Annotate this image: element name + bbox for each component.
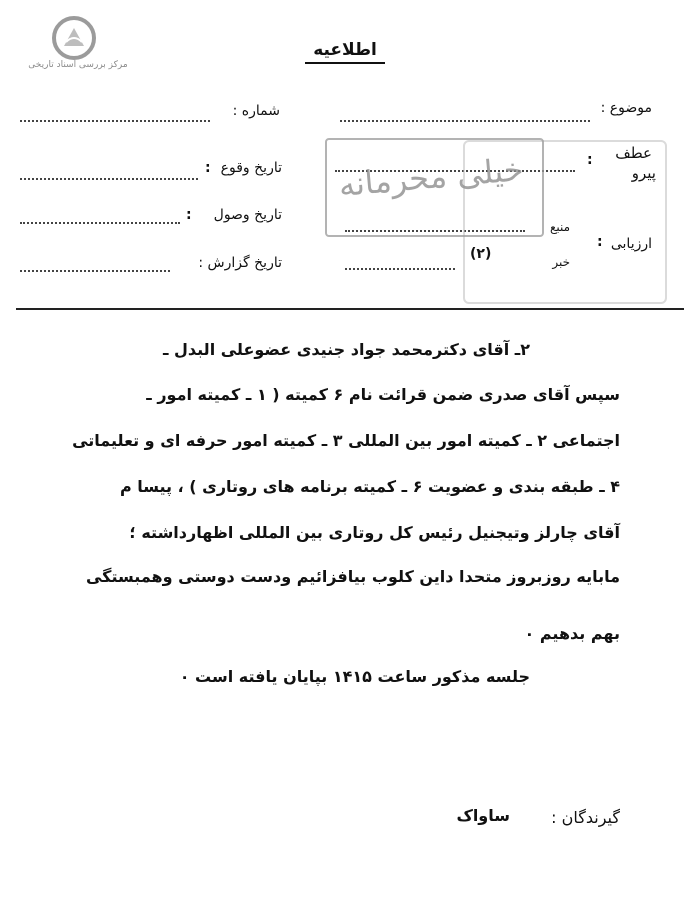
body-line-2: سپس آقای صدری ضمن قرائت نام ۶ کمیته ( ۱ ـ کمیته امور ـ [146, 385, 620, 404]
receipt-date-colon: : [186, 207, 192, 223]
body-line-8: جلسه مذکور ساعت ۱۴۱۵ بپایان یافته است ٠ [179, 667, 530, 686]
document-title: اطلاعیه [305, 40, 385, 64]
body-line-1: ۲ـ آقای دکترمحمد جواد جنیدی عضوعلی البدل ـ [162, 340, 530, 359]
archive-logo-icon [52, 16, 96, 60]
report-date-label: تاریخ گزارش : [198, 255, 282, 271]
header-divider [16, 308, 684, 310]
number-value-line [20, 120, 210, 122]
classification-stamp-text: خیلی محرمانه [337, 150, 525, 205]
news-value-line [345, 268, 455, 270]
subject-value-line [340, 120, 590, 122]
event-date-line [20, 178, 198, 180]
body-line-5: آقای چارلز وتیجنیل رئیس کل روتاری بین المللی اظهارداشته ؛ [129, 523, 620, 542]
reference-colon: : [587, 152, 593, 168]
reference-label: عطف [615, 144, 652, 162]
body-line-4: ۴ ـ طبقه بندی و عضویت ۶ ـ کمیته برنامه های روتاری ) ، پیسا م [119, 477, 620, 496]
body-line-6: مابایه روزبروز متحدا داین کلوب بیافزائیم ودست دوستی وهمبستگی [85, 567, 620, 586]
recipients-label: گیرندگان : [551, 808, 620, 827]
news-value: (۲) [470, 246, 492, 262]
recipients-value: ساواک [456, 806, 510, 825]
body-line-3: اجتماعی ۲ ـ کمیته امور بین المللی ۳ ـ کمیته امور حرفه ای و تعلیماتی [72, 431, 620, 450]
receipt-date-line [20, 222, 180, 224]
evaluation-colon: : [597, 234, 603, 250]
number-label: شماره : [232, 103, 280, 119]
news-label: خبر [552, 255, 570, 269]
body-line-7: بهم بدهیم ٠ [524, 624, 620, 643]
subject-label: موضوع : [600, 100, 652, 116]
report-date-line [20, 270, 170, 272]
source-label: منبع [549, 220, 570, 234]
receipt-date-label: تاریخ وصول [213, 207, 282, 223]
event-date-label: تاریخ وقوع [220, 160, 282, 176]
evaluation-label: ارزیابی [610, 236, 652, 252]
event-date-colon: : [205, 160, 211, 176]
logo-text: مرکز بررسی اسناد تاریخی [28, 60, 128, 70]
followup-label: پیرو [631, 164, 656, 182]
